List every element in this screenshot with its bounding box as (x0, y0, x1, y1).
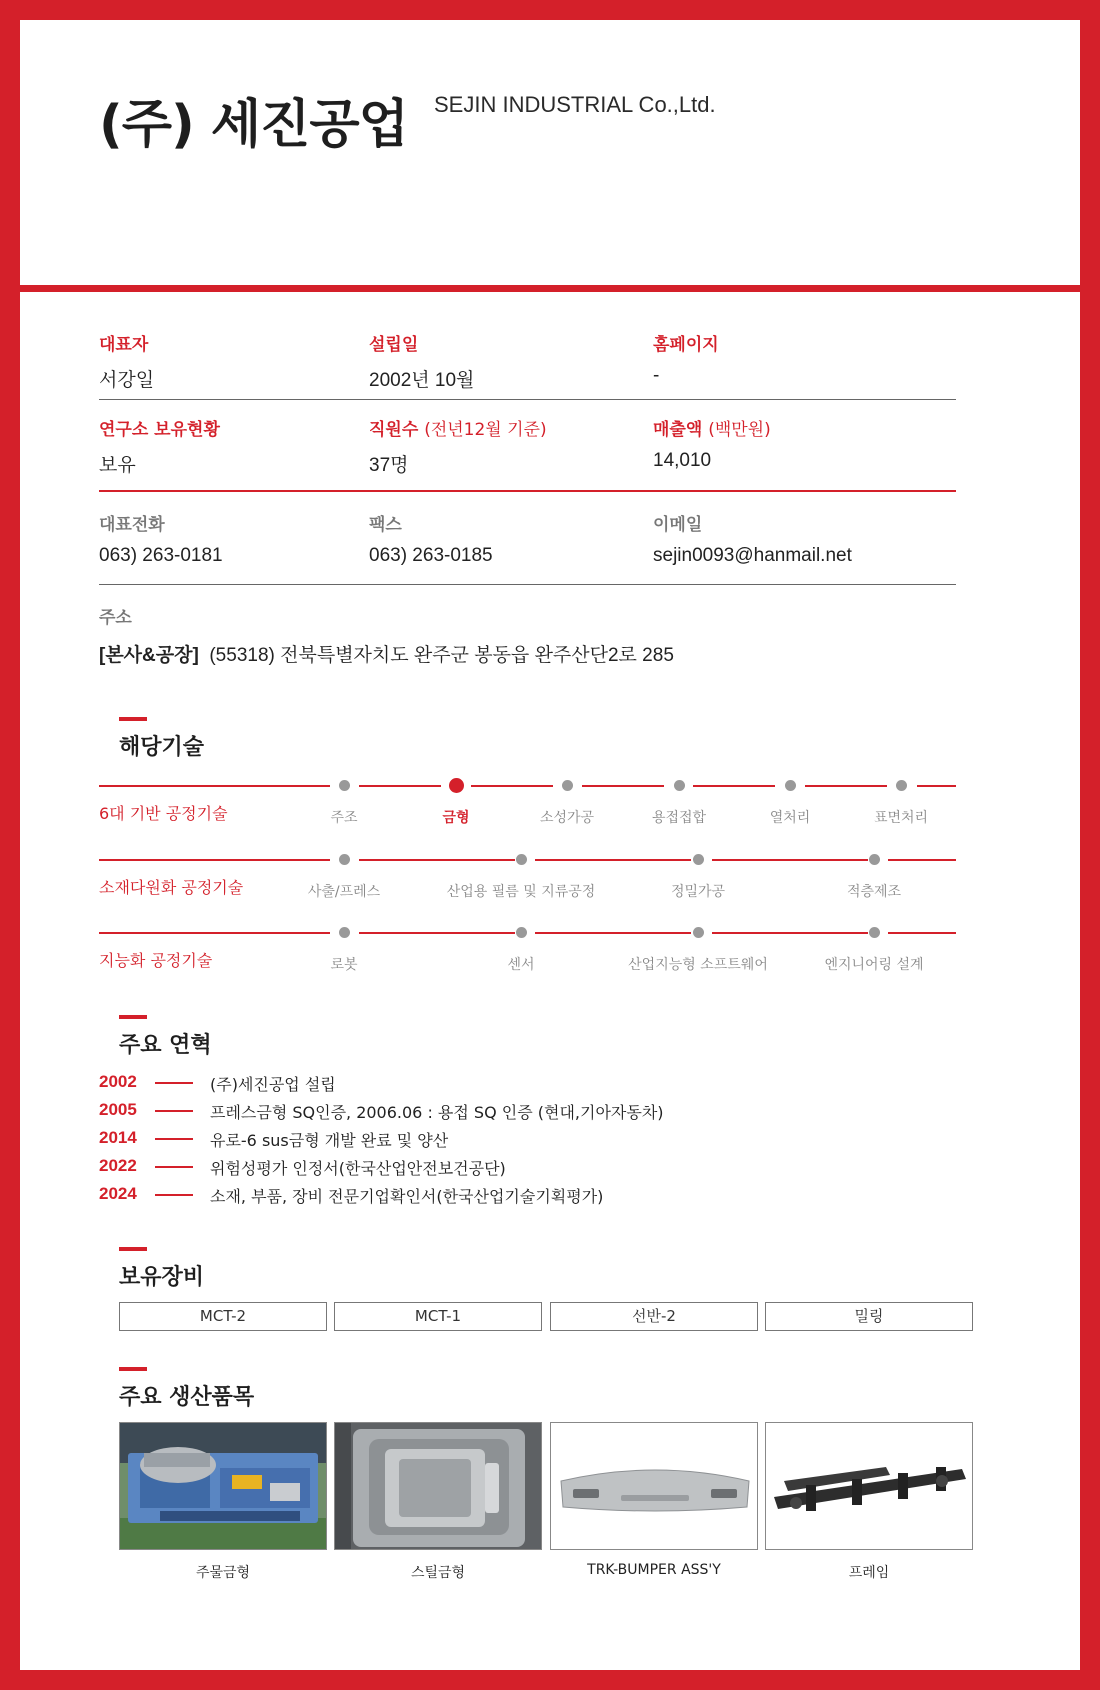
tech-dot (869, 927, 880, 938)
info-value: 37명 (369, 455, 409, 476)
row-line (712, 932, 868, 934)
address-text: (55318) 전북특별자치도 완주군 봉동읍 완주산단2로 285 (209, 645, 674, 666)
row-line (888, 932, 956, 934)
info-founded (369, 330, 474, 392)
product-caption: 스틸금형 (410, 1565, 466, 1581)
row-line (917, 785, 956, 787)
tech-item: 산업지능형 소프트웨어 (628, 957, 768, 973)
history-text: 소재, 부품, 장비 전문기업확인서(한국산업기술기획평가) (210, 1187, 604, 1206)
tech-item: 용접접합 (651, 810, 707, 826)
history-connector (155, 1194, 193, 1196)
tech-item: 엔지니어링 설계 (824, 957, 924, 973)
info-label-text: 직원수 (369, 420, 419, 440)
section-marker (119, 1247, 147, 1251)
info-label: 설립일 (369, 335, 419, 355)
tech-item: 정밀가공 (670, 884, 726, 900)
section-marker (119, 1015, 147, 1019)
tech-item: 주조 (330, 810, 358, 826)
tech-dot (339, 854, 350, 865)
info-fax (369, 510, 493, 567)
frame-illustration (766, 1423, 973, 1550)
tech-dot (896, 780, 907, 791)
tech-row-material (99, 859, 956, 899)
tech-item: 사출/프레스 (307, 884, 381, 900)
product-image-steel-mold (334, 1422, 542, 1550)
tech-item: 소성가공 (539, 810, 595, 826)
history-year: 2014 (99, 1128, 137, 1147)
info-value: 서강일 (99, 370, 155, 391)
info-label (369, 415, 547, 440)
row-line (359, 785, 441, 787)
tech-row-label: 소재다원화 공정기술 (99, 878, 244, 897)
product-image-frame (765, 1422, 973, 1550)
history-connector (155, 1082, 193, 1084)
history-year: 2002 (99, 1072, 137, 1091)
tech-item: 적층제조 (846, 884, 902, 900)
tech-item: 로봇 (330, 957, 358, 973)
casting-mold-illustration (120, 1423, 327, 1550)
info-label: 팩스 (369, 515, 402, 535)
info-phone (99, 510, 223, 567)
section-title-equipment: 보유장비 (119, 1265, 205, 1290)
row-line (582, 785, 664, 787)
history-year: 2022 (99, 1156, 137, 1175)
info-value: - (653, 365, 660, 386)
address-tag: [본사&공장] (99, 645, 199, 666)
info-label: 이메일 (653, 515, 703, 535)
product-caption: TRK-BUMPER ASS'Y (587, 1562, 721, 1578)
info-ceo (99, 330, 154, 392)
info-employees (369, 415, 547, 477)
info-lab (99, 415, 220, 477)
info-label: 홈페이지 (653, 335, 719, 355)
tech-dot (869, 854, 880, 865)
history-year: 2005 (99, 1100, 137, 1119)
info-label: 대표자 (99, 335, 149, 355)
history-text: 위험성평가 인정서(한국산업안전보건공단) (210, 1159, 506, 1178)
product-image-bumper (550, 1422, 758, 1550)
tech-item: 열처리 (769, 810, 811, 826)
info-value: 063) 263-0181 (99, 545, 223, 566)
history-connector (155, 1166, 193, 1168)
info-value (99, 640, 674, 667)
bumper-illustration (551, 1423, 758, 1550)
history-text: 프레스금형 SQ인증, 2006.06 : 용접 SQ 인증 (현대,기아자동차) (210, 1103, 664, 1122)
info-value: 063) 263-0185 (369, 545, 493, 566)
product-caption: 프레임 (848, 1565, 890, 1581)
tech-dot (516, 927, 527, 938)
section-title-tech: 해당기술 (119, 735, 205, 760)
tech-row-label: 지능화 공정기술 (99, 951, 213, 970)
info-label-text: 매출액 (653, 420, 703, 440)
tech-item-active: 금형 (442, 810, 470, 826)
row-line (471, 785, 553, 787)
row-line (99, 859, 330, 861)
info-label: 주소 (99, 608, 132, 628)
row-line (712, 859, 868, 861)
tech-dot (693, 927, 704, 938)
divider (99, 584, 956, 585)
tech-dot (516, 854, 527, 865)
tech-row-label: 6대 기반 공정기술 (99, 804, 228, 823)
row-line (99, 932, 330, 934)
section-marker (119, 1367, 147, 1371)
divider-red (99, 490, 956, 492)
equipment-item: MCT-2 (119, 1302, 327, 1331)
tech-dot (562, 780, 573, 791)
info-value: sejin0093@hanmail.net (653, 545, 852, 566)
tech-row-base (99, 785, 956, 825)
info-label (99, 415, 220, 440)
info-value: 14,010 (653, 450, 712, 471)
history-year: 2024 (99, 1184, 137, 1203)
company-name-ko: (주) 세진공업 (99, 95, 408, 155)
row-line (99, 785, 330, 787)
tech-dot (693, 854, 704, 865)
tech-dot-active (449, 778, 464, 793)
info-label-text: 연구소 보유현황 (99, 420, 220, 440)
info-label: 대표전화 (99, 515, 165, 535)
info-value: 2002년 10월 (369, 370, 475, 391)
row-line (535, 859, 691, 861)
equipment-item: 선반-2 (550, 1302, 758, 1331)
tech-dot (674, 780, 685, 791)
history-connector (155, 1138, 193, 1140)
tech-item: 산업용 필름 및 지류공정 (446, 884, 596, 900)
info-revenue (653, 415, 771, 472)
tech-dot (785, 780, 796, 791)
divider (99, 399, 956, 400)
section-title-history: 주요 연혁 (119, 1033, 212, 1058)
info-label (653, 415, 771, 440)
equipment-item: MCT-1 (334, 1302, 542, 1331)
history-connector (155, 1110, 193, 1112)
section-title-products: 주요 생산품목 (119, 1385, 255, 1410)
section-marker (119, 717, 147, 721)
tech-row-smart (99, 932, 956, 972)
tech-dot (339, 927, 350, 938)
tech-item: 표면처리 (873, 810, 929, 826)
tech-dot (339, 780, 350, 791)
equipment-item: 밀링 (765, 1302, 973, 1331)
info-value: 보유 (99, 455, 136, 476)
row-line (359, 859, 515, 861)
info-email (653, 510, 852, 567)
history-text: 유로-6 sus금형 개발 완료 및 양산 (210, 1131, 449, 1150)
product-caption: 주물금형 (195, 1565, 251, 1581)
row-line (805, 785, 887, 787)
info-homepage (653, 330, 719, 387)
row-line (535, 932, 691, 934)
tech-item: 센서 (507, 957, 535, 973)
row-line (359, 932, 515, 934)
row-line (888, 859, 956, 861)
row-line (693, 785, 775, 787)
company-name-en: SEJIN INDUSTRIAL Co.,Ltd. (434, 92, 716, 117)
product-image-casting-mold (119, 1422, 327, 1550)
info-address (99, 603, 674, 667)
info-label-sub: (전년12월 기준) (424, 420, 547, 440)
info-label-sub: (백만원) (708, 420, 771, 440)
steel-mold-illustration (335, 1423, 542, 1550)
history-text: (주)세진공업 설립 (210, 1075, 336, 1094)
